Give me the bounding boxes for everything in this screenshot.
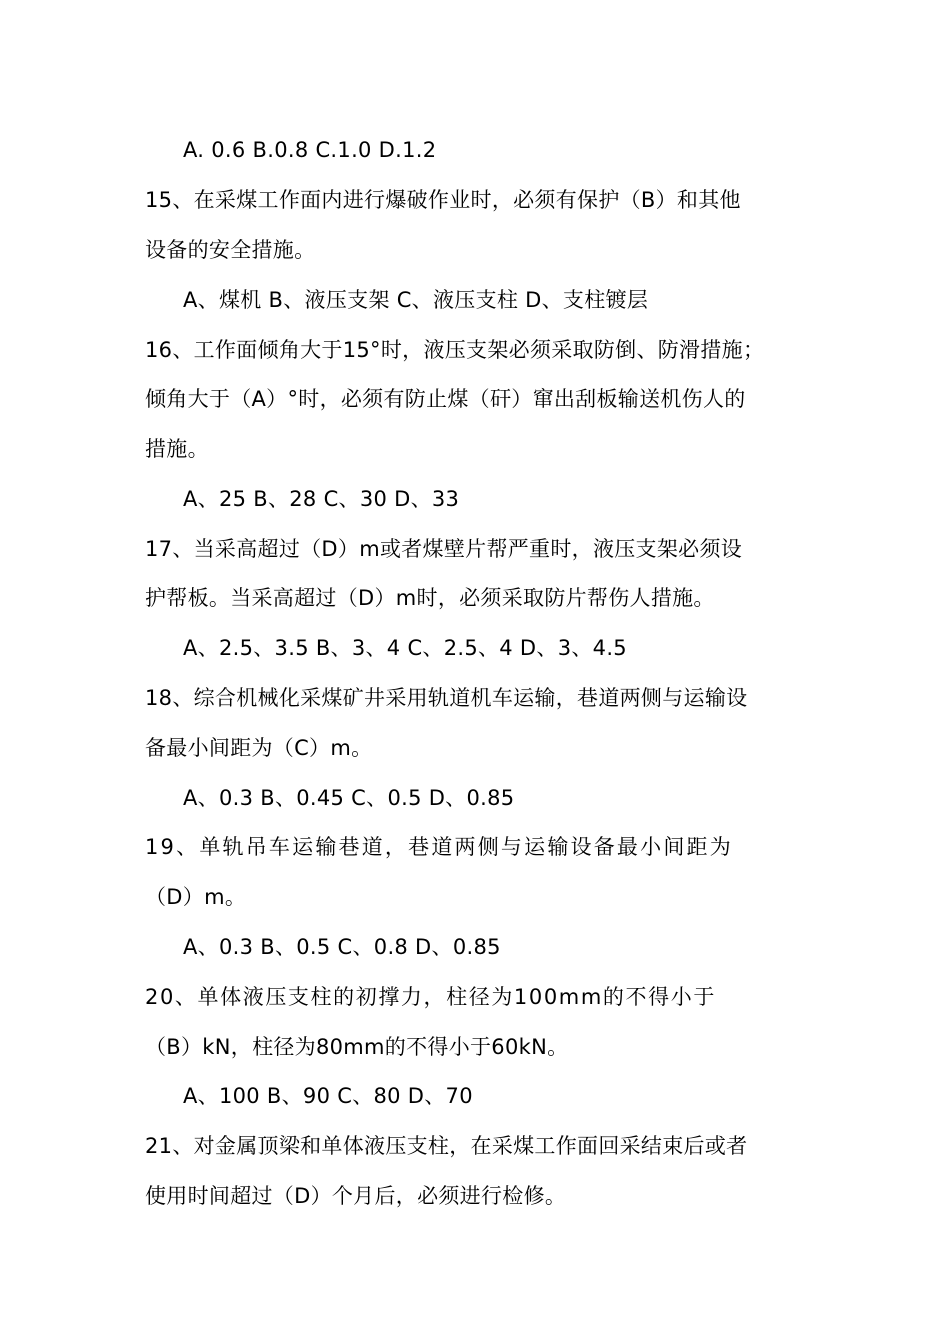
q21-text-line-1: 21、对金属顶梁和单体液压支柱，在采煤工作面回采结束后或者 [145, 1134, 748, 1158]
q16-options: A、25 B、28 C、30 D、33 [183, 487, 460, 511]
q19-text-line-2: （D）m。 [145, 885, 247, 909]
q19-options: A、0.3 B、0.5 C、0.8 D、0.85 [183, 935, 501, 959]
q20-options: A、100 B、90 C、80 D、70 [183, 1084, 473, 1108]
q17-text-line-1: 17、当采高超过（D）m或者煤壁片帮严重时，液压支架必须设 [145, 537, 743, 561]
q17-options: A、2.5、3.5 B、3、4 C、2.5、4 D、3、4.5 [183, 636, 627, 660]
q15-text-line-2: 设备的安全措施。 [145, 238, 316, 262]
q16-text-line-3: 措施。 [145, 437, 209, 461]
q17-text-line-2: 护帮板。当采高超过（D）m时，必须采取防片帮伤人措施。 [145, 586, 715, 610]
q18-text-line-1: 18、综合机械化采煤矿井采用轨道机车运输，巷道两侧与运输设 [145, 686, 748, 710]
q20-text-line-2: （B）kN，柱径为80mm的不得小于60kN。 [145, 1035, 569, 1059]
q21-text-line-2: 使用时间超过（D）个月后，必须进行检修。 [145, 1184, 567, 1208]
q15-options: A、煤机 B、液压支架 C、液压支柱 D、支柱镀层 [183, 288, 649, 312]
q14-options: A. 0.6 B.0.8 C.1.0 D.1.2 [183, 138, 437, 162]
q19-text-line-1: 19、单轨吊车运输巷道，巷道两侧与运输设备最小间距为 [145, 835, 733, 859]
q16-text-line-2: 倾角大于（A）°时，必须有防止煤（矸）窜出刮板输送机伤人的 [145, 387, 746, 411]
q18-options: A、0.3 B、0.45 C、0.5 D、0.85 [183, 786, 515, 810]
q18-text-line-2: 备最小间距为（C）m。 [145, 736, 373, 760]
q16-text-line-1: 16、工作面倾角大于15°时，液压支架必须采取防倒、防滑措施； [145, 338, 765, 362]
q20-text-line-1: 20、单体液压支柱的初撑力，柱径为100mm的不得小于 [145, 985, 716, 1009]
q15-text-line-1: 15、在采煤工作面内进行爆破作业时，必须有保护（B）和其他 [145, 188, 741, 212]
